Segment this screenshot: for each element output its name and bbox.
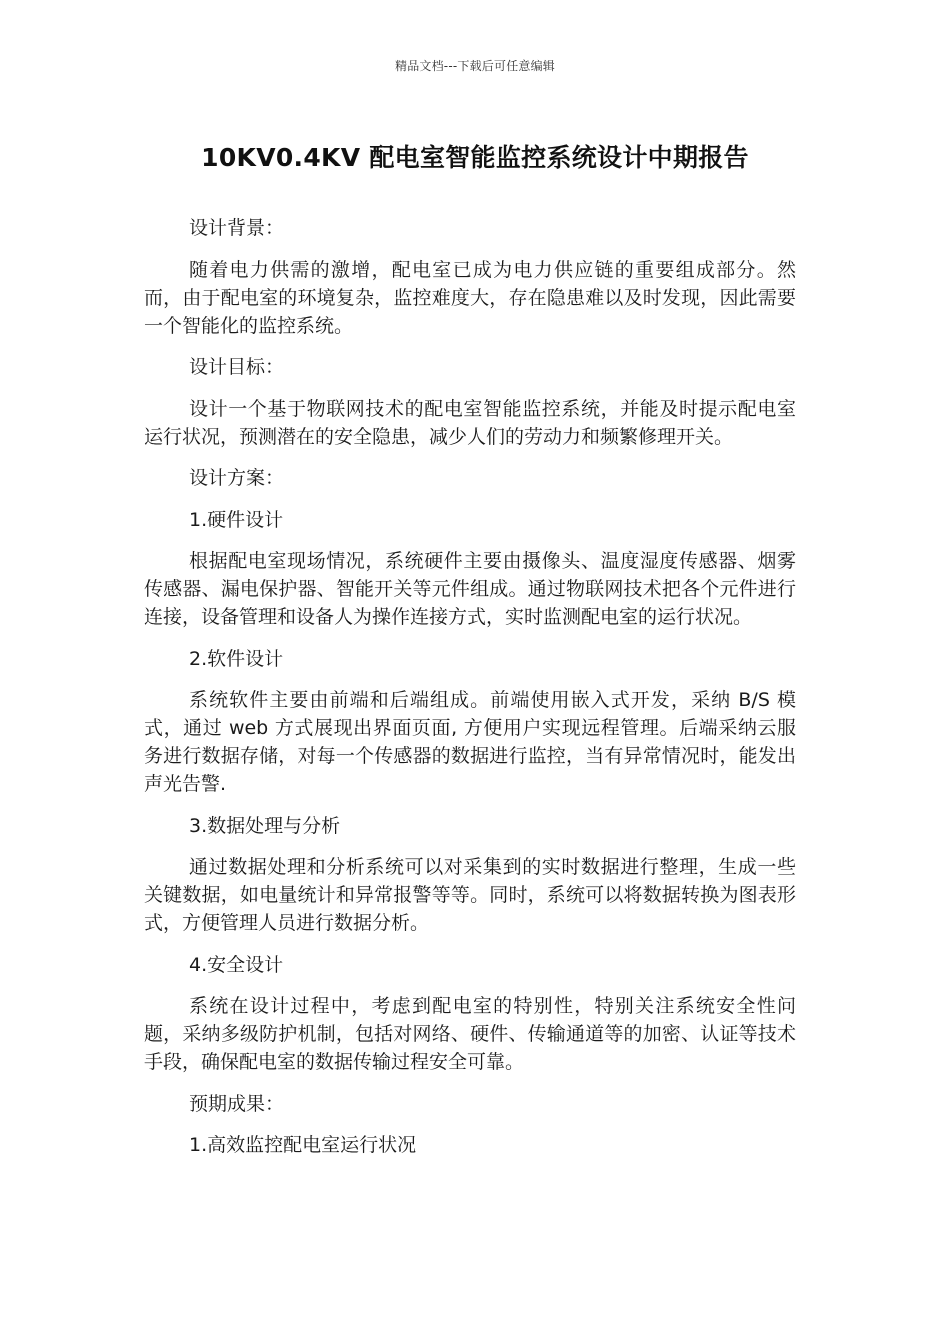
goal-heading: 设计目标： bbox=[189, 356, 285, 378]
security-heading: 4.安全设计 bbox=[189, 953, 284, 976]
software-paragraph: 系统软件主要由前端和后端组成。前端使用嵌入式开发，采纳 B/S 模式，通过 web 方式展现出界面页面, 方便用户实现远程管理。后端采纳云服务进行数据存储，对每一个传感器的数据进行监控，当有异常情况时，能发出声光告警. bbox=[144, 689, 796, 795]
security-paragraph: 系统在设计过程中，考虑到配电室的特别性，特别关注系统安全性问题，采纳多级防护机制，包括对网络、硬件、传输通道等的加密、认证等技术手段，确保配电室的数据传输过程安全可靠。 bbox=[144, 995, 796, 1073]
background-paragraph: 随着电力供需的激增，配电室已成为电力供应链的重要组成部分。然而，由于配电室的环境复杂，监控难度大，存在隐患难以及时发现，因此需要一个智能化的监控系统。 bbox=[144, 258, 796, 337]
data-paragraph: 通过数据处理和分析系统可以对采集到的实时数据进行整理，生成一些关键数据，如电量统计和异常报警等等。同时，系统可以将数据转换为图表形式，方便管理人员进行数据分析。 bbox=[144, 856, 796, 934]
result-item-1: 1.高效监控配电室运行状况 bbox=[189, 1134, 417, 1156]
document-title: 10KV0.4KV 配电室智能监控系统设计中期报告 bbox=[201, 143, 749, 172]
software-heading: 2.软件设计 bbox=[189, 647, 284, 670]
data-heading: 3.数据处理与分析 bbox=[189, 814, 341, 837]
hardware-heading: 1.硬件设计 bbox=[189, 508, 284, 531]
results-heading: 预期成果： bbox=[189, 1092, 285, 1115]
header-note: 精品文档---下载后可任意编辑 bbox=[395, 59, 555, 73]
document-body bbox=[144, 214, 796, 1173]
background-heading: 设计背景： bbox=[189, 217, 285, 239]
goal-paragraph: 设计一个基于物联网技术的配电室智能监控系统，并能及时提示配电室运行状况，预测潜在的安全隐患，减少人们的劳动力和频繁修理开关。 bbox=[144, 397, 796, 448]
plan-heading: 设计方案： bbox=[189, 467, 285, 489]
hardware-paragraph: 根据配电室现场情况，系统硬件主要由摄像头、温度湿度传感器、烟雾传感器、漏电保护器、智能开关等元件组成。通过物联网技术把各个元件进行连接，设备管理和设备人为操作连接方式，实时监测配电室的运行状况。 bbox=[144, 550, 796, 628]
